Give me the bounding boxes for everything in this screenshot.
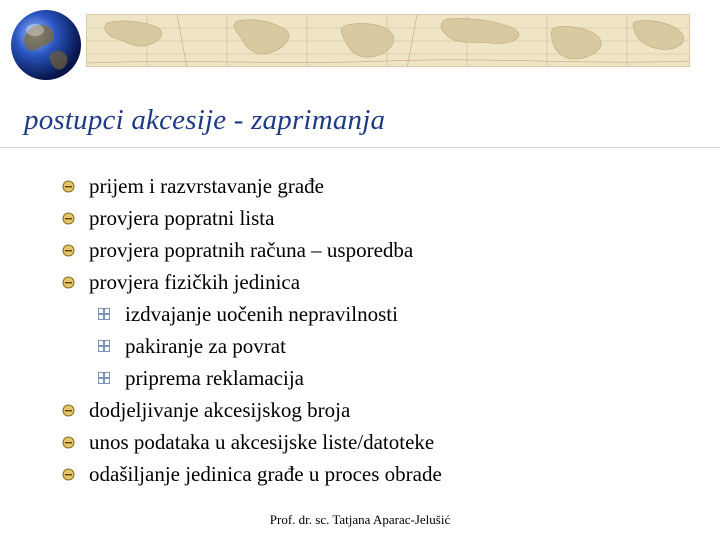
list-item: [62, 458, 442, 490]
list-item-text: priprema reklamacija: [125, 366, 304, 390]
round-bullet-icon: [62, 436, 75, 449]
list-item: [62, 426, 434, 458]
list-item: [62, 266, 300, 298]
round-bullet-icon: [62, 244, 75, 257]
round-bullet-icon: [62, 404, 75, 417]
slide-footer: Prof. dr. sc. Tatjana Aparac-Jelušić: [269, 512, 451, 527]
title-divider: [0, 147, 720, 148]
list-item-text: unos podataka u akcesijske liste/datoteke: [89, 430, 435, 454]
round-bullet-icon: [62, 212, 75, 225]
world-map-lines: [87, 15, 690, 67]
list-item-text: provjera popratnih računa – usporedba: [89, 238, 414, 262]
square-bullet-icon: [98, 308, 110, 320]
list-item: [98, 362, 304, 394]
slide-title: postupci akcesije - zaprimanja: [24, 104, 386, 136]
world-map-decoration: [86, 14, 690, 67]
list-item-text: dodjeljivanje akcesijskog broja: [89, 398, 351, 422]
list-item-text: odašiljanje jedinica građe u proces obrade: [89, 462, 442, 486]
list-item-text: pakiranje za povrat: [125, 334, 286, 358]
list-item-text: prijem i razvrstavanje građe: [89, 174, 324, 198]
globe-icon: [9, 8, 83, 82]
round-bullet-icon: [62, 180, 75, 193]
list-item: [98, 330, 286, 362]
round-bullet-icon: [62, 468, 75, 481]
list-item-text: izdvajanje uočenih nepravilnosti: [125, 302, 398, 326]
list-item: [62, 394, 350, 426]
list-item: [62, 170, 324, 202]
round-bullet-icon: [62, 276, 75, 289]
list-item: [62, 202, 274, 234]
square-bullet-icon: [98, 372, 110, 384]
list-item-text: provjera popratni lista: [89, 206, 275, 230]
square-bullet-icon: [98, 340, 110, 352]
list-item: [62, 234, 413, 266]
list-item-text: provjera fizičkih jedinica: [89, 270, 301, 294]
list-item: [98, 298, 398, 330]
